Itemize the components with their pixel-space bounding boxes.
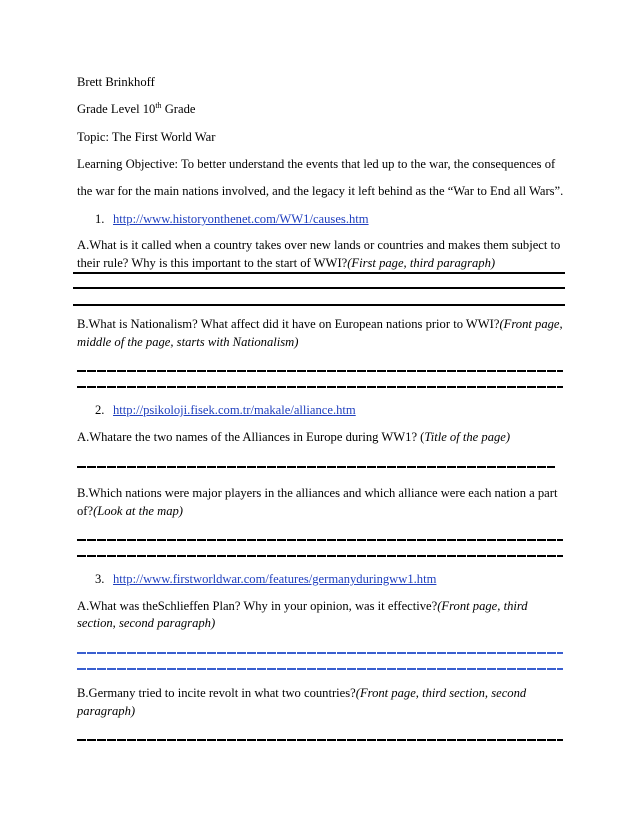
- objective-line-2: the war for the main nations involved, and the legacy it left behind as the “War to End all Wars”.: [77, 184, 564, 198]
- answer-line[interactable]: [73, 272, 565, 274]
- section-1-question-a-text: their rule? Why is this important to the start of WWI?: [77, 256, 348, 270]
- section-2-question-b-text: of?: [77, 504, 94, 518]
- section-3-question-b-line-1: [77, 687, 526, 700]
- grade-level-sup: th: [155, 101, 162, 110]
- answer-line[interactable]: [77, 555, 563, 557]
- section-3-question-a-hint-line-2: section, second paragraph): [77, 616, 216, 630]
- section-3-item: [95, 573, 436, 586]
- section-3-question-a-line-1: [77, 600, 528, 613]
- section-1-question-a-hint: (First page, third paragraph): [347, 256, 496, 270]
- objective-line-1: Learning Objective: To better understand the events that led up to the war, the consequences of: [77, 157, 556, 171]
- answer-line[interactable]: [77, 652, 563, 654]
- answer-line[interactable]: [77, 539, 563, 541]
- section-1-question-a-line-2: [77, 257, 495, 270]
- section-1-question-b-hint: (Front page,: [499, 317, 563, 331]
- section-2-link[interactable]: http://psikoloji.fisek.com.tr/makale/alliance.htm: [113, 403, 356, 417]
- grade-level-suffix: Grade: [161, 102, 196, 117]
- answer-line[interactable]: [77, 370, 563, 372]
- section-2-question-b-line-1: B.Which nations were major players in the alliances and which alliance were each nation a part: [77, 486, 558, 500]
- section-3-question-a-text: A.What was theSchlieffen Plan? Why in your opinion, was it effective?: [77, 599, 438, 613]
- section-2-question-a-text: A.Whatare the two names of the Alliances in Europe during WW1? (: [77, 430, 425, 444]
- section-3-question-b-text: B.Germany tried to incite revolt in what two countries?: [77, 686, 356, 700]
- answer-line[interactable]: [73, 287, 565, 289]
- topic: Topic: The First World War: [77, 130, 216, 144]
- section-3-question-b-hint: (Front page, third section, second: [355, 686, 527, 700]
- section-2-question-b-hint: (Look at the map): [93, 504, 183, 518]
- section-1-link[interactable]: http://www.historyonthenet.com/WW1/causes.htm: [113, 212, 369, 226]
- section-2-number: 2.: [95, 403, 105, 417]
- answer-line[interactable]: [77, 386, 563, 388]
- answer-line[interactable]: [77, 466, 555, 468]
- grade-level: [77, 102, 195, 116]
- section-1-question-b-hint-line-2: middle of the page, starts with Nationalism): [77, 335, 299, 349]
- section-1-item: [95, 213, 369, 226]
- section-2-item: [95, 404, 356, 417]
- section-1-question-b-line-1: [77, 318, 563, 331]
- answer-line[interactable]: [77, 668, 563, 670]
- section-2-question-b-line-2: [77, 505, 183, 518]
- section-1-number: 1.: [95, 212, 105, 226]
- answer-line[interactable]: [77, 739, 563, 741]
- section-3-question-a-hint: (Front page, third: [437, 599, 528, 613]
- section-2-question-a-hint: Title of the page): [424, 430, 511, 444]
- section-1-question-a-line-1: A.What is it called when a country takes over new lands or countries and makes them subject to: [77, 238, 561, 252]
- student-name: Brett Brinkhoff: [77, 75, 155, 89]
- section-3-number: 3.: [95, 572, 105, 586]
- grade-level-prefix: Grade Level 10: [77, 102, 156, 117]
- section-2-question-a: [77, 431, 510, 444]
- section-1-question-b-text: B.What is Nationalism? What affect did it have on European nations prior to WWI?: [77, 317, 500, 331]
- answer-line[interactable]: [73, 304, 565, 306]
- section-3-question-b-hint-line-2: paragraph): [77, 704, 136, 718]
- section-3-link[interactable]: http://www.firstworldwar.com/features/germanyduringww1.htm: [113, 572, 437, 586]
